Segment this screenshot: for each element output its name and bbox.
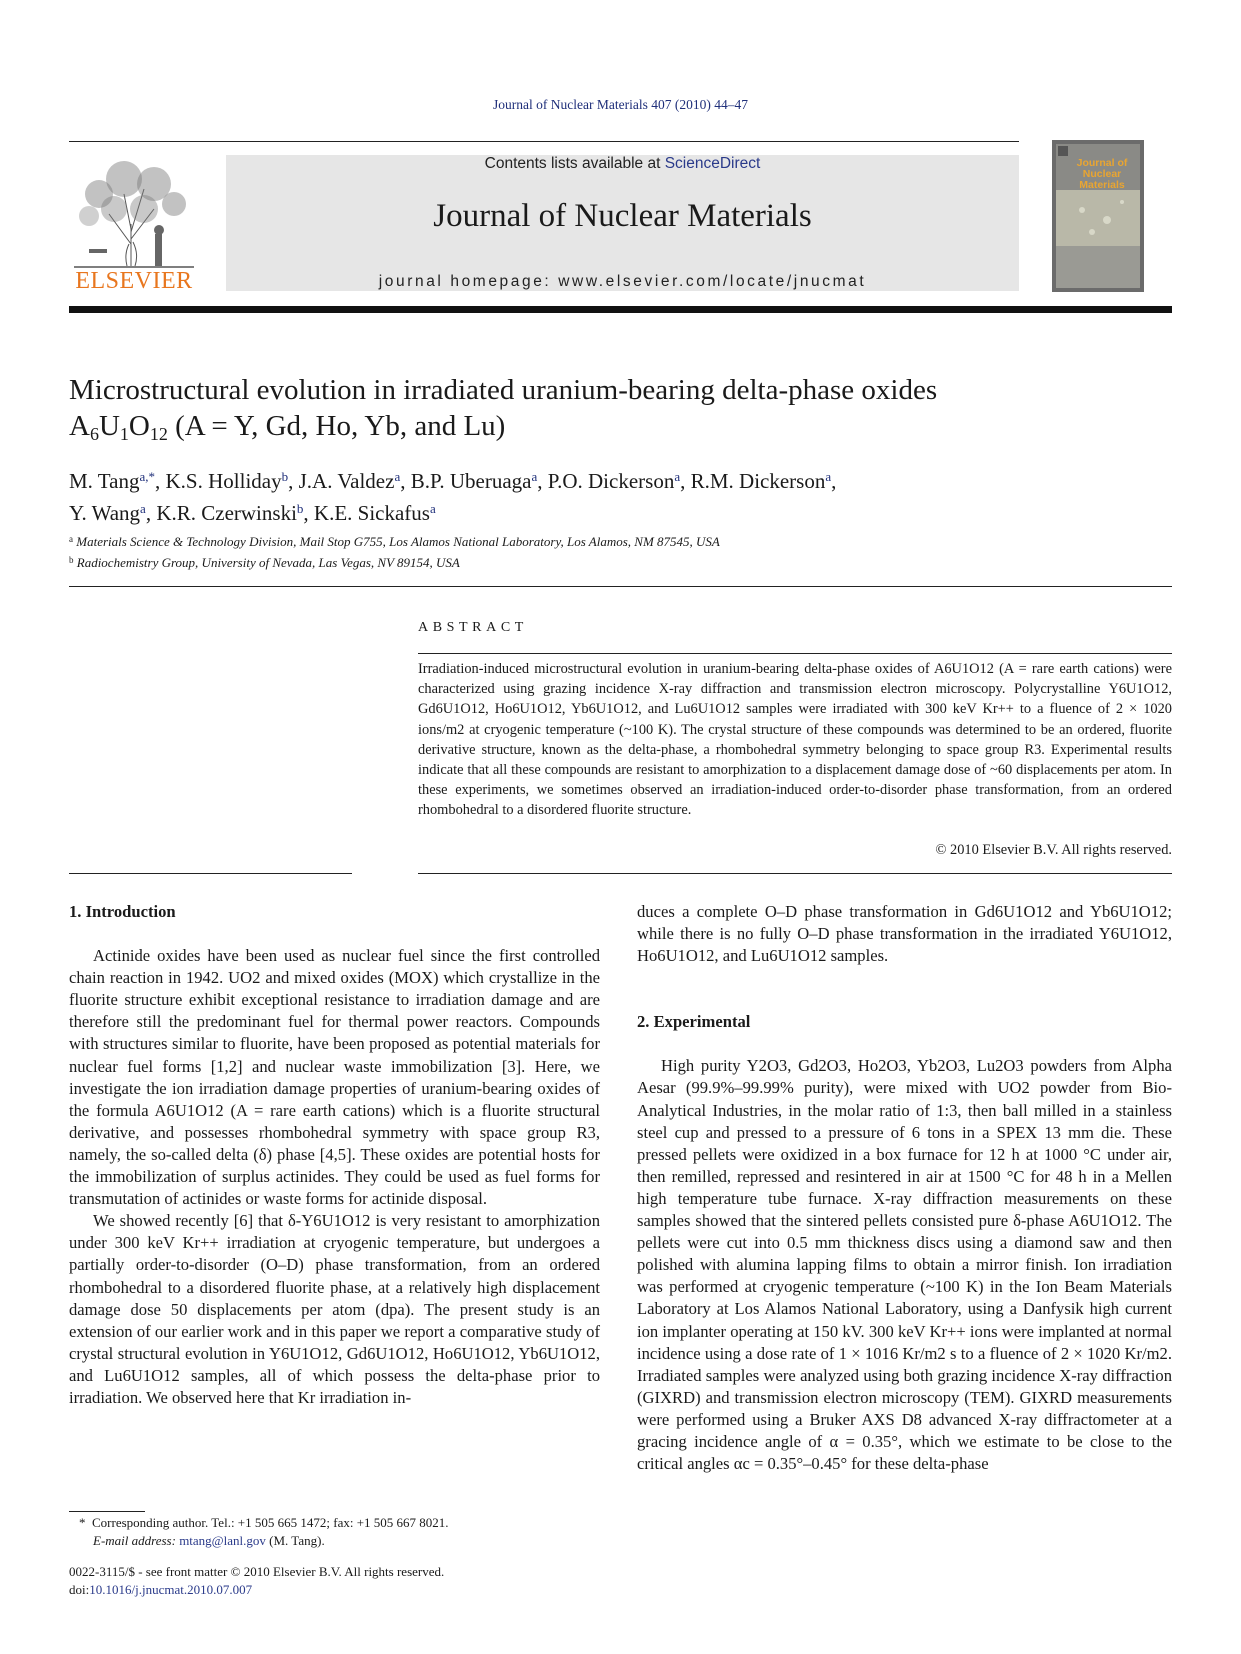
elsevier-wordmark: ELSEVIER [75,268,193,294]
author-name[interactable]: K.S. Holliday [165,469,282,493]
cover-title-line2: Nuclear Materials [1079,168,1125,191]
author-affiliation-mark[interactable]: a [531,469,538,484]
header-thick-rule [69,306,1172,313]
email-link[interactable]: mtang@lanl.gov [179,1533,266,1548]
column-rule-right [418,873,1172,874]
asterisk-mark: * [79,1515,86,1530]
affiliation-text: Radiochemistry Group, University of Nevada, Las Vegas, NV 89154, USA [76,555,460,570]
header-rule [69,141,1019,142]
affiliation-a [69,530,1169,551]
elsevier-logo[interactable] [69,154,199,294]
title-line-2: $A_6U_1O_{12}$ (A = Y, Gd, Ho, Yb, and Lu) [69,410,506,444]
corresponding-text: Corresponding author. Tel.: +1 505 665 1472; fax: +1 505 667 8021. [92,1515,449,1530]
intro-paragraph-1: Actinide oxides have been used as nuclear fuel since the first controlled chain reaction in 1942. UO2 and mixed oxides (MOX) which crystallize in the fluorite structure exhibit exceptional resistance to irradiation damage and are therefore still the predominant fuel for thermal power reactors. Compounds with structures similar to fluorite, have been proposed as potential materials for nuclear fuel forms [1,2] and nuclear waste immobilization [3]. Here, we investigate the ion irradiation damage properties of uranium-bearing oxides of the formula A6U1O12 (A = rare earth cations) which is a fluorite structural derivative, and possesses rhombohedral symmetry with space group R3, namely, the so-called delta (δ) phase [4,5]. These oxides are potential hosts for the immobilization of surplus actinides. They could be used as fuel forms for transmutation of actinides or waste forms for actinide disposal. [69,946,600,1209]
issn-doi-block [69,1563,669,1599]
cover-title-line1: Journal of [1076,157,1128,169]
contents-line [226,155,1019,173]
title-line-1: Microstructural evolution in irradiated uranium-bearing delta-phase oxides [69,374,938,406]
issn-line: 0022-3115/$ - see front matter © 2010 Elsevier B.V. All rights reserved. [69,1564,445,1579]
journal-citation[interactable]: Journal of Nuclear Materials 407 (2010) 44–47 [493,97,748,112]
affiliation-mark: a [69,534,73,544]
author-name[interactable]: J.A. Valdez [298,469,395,493]
corresponding-author-footnote [69,1514,669,1550]
author-line-1: M. Tang$^{a,*}$, K.S. Holliday$^b$, J.A. Valdez$^a$, B.P. Uberuaga$^a$, P.O. Dickerson$^a$, R.M. Dickerson$^a$, [69,469,837,493]
affiliation-b [69,551,1169,572]
author-name[interactable]: P.O. Dickerson [547,469,675,493]
author-affiliation-mark[interactable]: b [281,469,289,484]
section-heading-experimental: 2. Experimental [637,1012,751,1032]
body-left-column [69,901,600,1409]
author-affiliation-mark[interactable]: a [394,469,401,484]
affiliations [69,530,1169,572]
affiliation-mark: b [69,555,74,565]
journal-cover-image[interactable] [1052,140,1144,292]
article-info-rule [69,586,1172,587]
author-list [69,463,1169,527]
author-affiliation-mark[interactable]: b [296,501,304,516]
abstract-heading: ABSTRACT [418,620,528,635]
email-suffix: (M. Tang). [269,1533,325,1548]
journal-homepage[interactable]: journal homepage: www.elsevier.com/locate/jnucmat [378,273,867,290]
body-right-column [637,901,1172,1475]
author-affiliation-mark[interactable]: a [674,469,681,484]
author-name[interactable]: M. Tang [69,469,140,493]
email-label: E-mail address: [93,1533,176,1548]
contents-prefix: Contents lists available at [484,155,665,172]
author-name[interactable]: R.M. Dickerson [690,469,826,493]
abstract-text: Irradiation-induced microstructural evolution in uranium-bearing delta-phase oxides of A6U1O12 (A = rare earth cations) were characterized using grazing incidence X-ray diffraction and transmission electron microscopy. Polycrystalline Y6U1O12, Gd6U1O12, Ho6U1O12, Yb6U1O12, and Lu6U1O12 samples were irradiated with 300 keV Kr++ to a fluence of 2 × 1020 ions/m2 at cryogenic temperature (~100 K). The crystal structure of these compounds was determined to be an ordered, fluorite derivative structure, known as the delta-phase, a rhombohedral symmetry belonging to space group R3. Experimental results indicate that all these compounds are resistant to amorphization to a displacement damage dose of ~60 displacements per atom. In these experiments, we sometimes observed an irradiation-induced order-to-disorder phase transformation, from an ordered rhombohedral to a disordered fluorite structure. [418,661,1172,819]
author-name[interactable]: B.P. Uberuaga [410,469,532,493]
footnote-rule [69,1511,145,1512]
author-affiliation-mark[interactable]: a [140,501,146,516]
author-affiliation-mark[interactable]: a [429,501,436,516]
article-title [69,372,1169,444]
abstract-copyright: © 2010 Elsevier B.V. All rights reserved. [935,842,1172,858]
doi-prefix: doi: [69,1582,90,1597]
author-name[interactable]: K.E. Sickafus [313,501,430,525]
abstract-rule [418,653,1172,654]
author-name[interactable]: K.R. Czerwinski [156,501,297,525]
journal-name: Journal of Nuclear Materials [433,198,812,234]
experimental-paragraph-1: High purity Y2O3, Gd2O3, Ho2O3, Yb2O3, Lu2O3 powders from Alpha Aesar (99.9%–99.99% purity), were mixed with UO2 powder from Bio-Analytical Industries, in the molar ratio of 1:3, then ball milled in a stainless steel cup and pressed to a pressure of 6 tons in a SPEX 13 mm die. These pressed pellets were oxidized in a box furnace for 12 h at 1000 °C under air, then remilled, repressed and resintered in air at 1500 °C for 48 h in a Mellen high temperature tube furnace. X-ray diffraction measurements on these samples showed that the sintered pellets consisted pure δ-phase A6U1O12. The pellets were cut into 0.5 mm thickness discs using a diamond saw and then polished with alumina lapping films to obtain a mirror finish. Ion irradiation was performed at cryogenic temperature (~100 K) in the Ion Beam Materials Laboratory at Los Alamos National Laboratory, using a Danfysik high current ion implanter operating at 150 kV. 300 keV Kr++ ions were implanted at normal incidence using a dose rate of 1 × 1016 Kr/m2 s to a fluence of 2 × 1020 Kr/m2. Irradiated samples were analyzed using both grazing incidence X-ray diffraction (GIXRD) and transmission electron microscopy (TEM). GIXRD measurements were performed using a Bruker AXS D8 advanced X-ray diffractometer at a gracing incidence angle of α = 0.35°, which we estimate to be close to the critical angles αc = 0.35°–0.45° for these delta-phase [637,1056,1172,1474]
author-line-2: Y. Wang$^a$, K.R. Czerwinski$^b$, K.E. Sickafus$^a$ [69,501,436,525]
intro-continuation: duces a complete O–D phase transformation in Gd6U1O12 and Yb6U1O12; while there is no fully O–D phase transformation in the irradiated Y6U1O12, Ho6U1O12, and Lu6U1O12 samples. [637,902,1172,966]
sciencedirect-link[interactable]: ScienceDirect [664,155,761,172]
affiliation-text: Materials Science & Technology Division, Mail Stop G755, Los Alamos National Laboratory, Los Alamos, NM 87545, USA [76,534,720,549]
doi-link[interactable]: 10.1016/j.jnucmat.2010.07.007 [89,1582,253,1597]
author-affiliation-mark[interactable]: a [825,469,832,484]
intro-paragraph-2: We showed recently [6] that δ-Y6U1O12 is very resistant to amorphization under 300 keV Kr++ irradiation at cryogenic temperature, but undergoes a partially order-to-disorder (O–D) phase transformation, from an ordered rhombohedral to a disordered fluorite phase, at a relatively high displacement damage dose 50 displacements per atom (dpa). The present study is an extension of our earlier work and in this paper we report a comparative study of crystal structural evolution in Y6U1O12, Gd6U1O12, Ho6U1O12, Yb6U1O12, and Lu6U1O12 samples, all of which possess the delta-phase prior to irradiation. We observed here that Kr irradiation in- [69,1211,600,1407]
author-affiliation-mark[interactable]: a,* [139,469,156,484]
column-rule-left [69,873,352,874]
author-name[interactable]: Y. Wang [69,501,141,525]
section-heading-introduction: 1. Introduction [69,902,176,921]
